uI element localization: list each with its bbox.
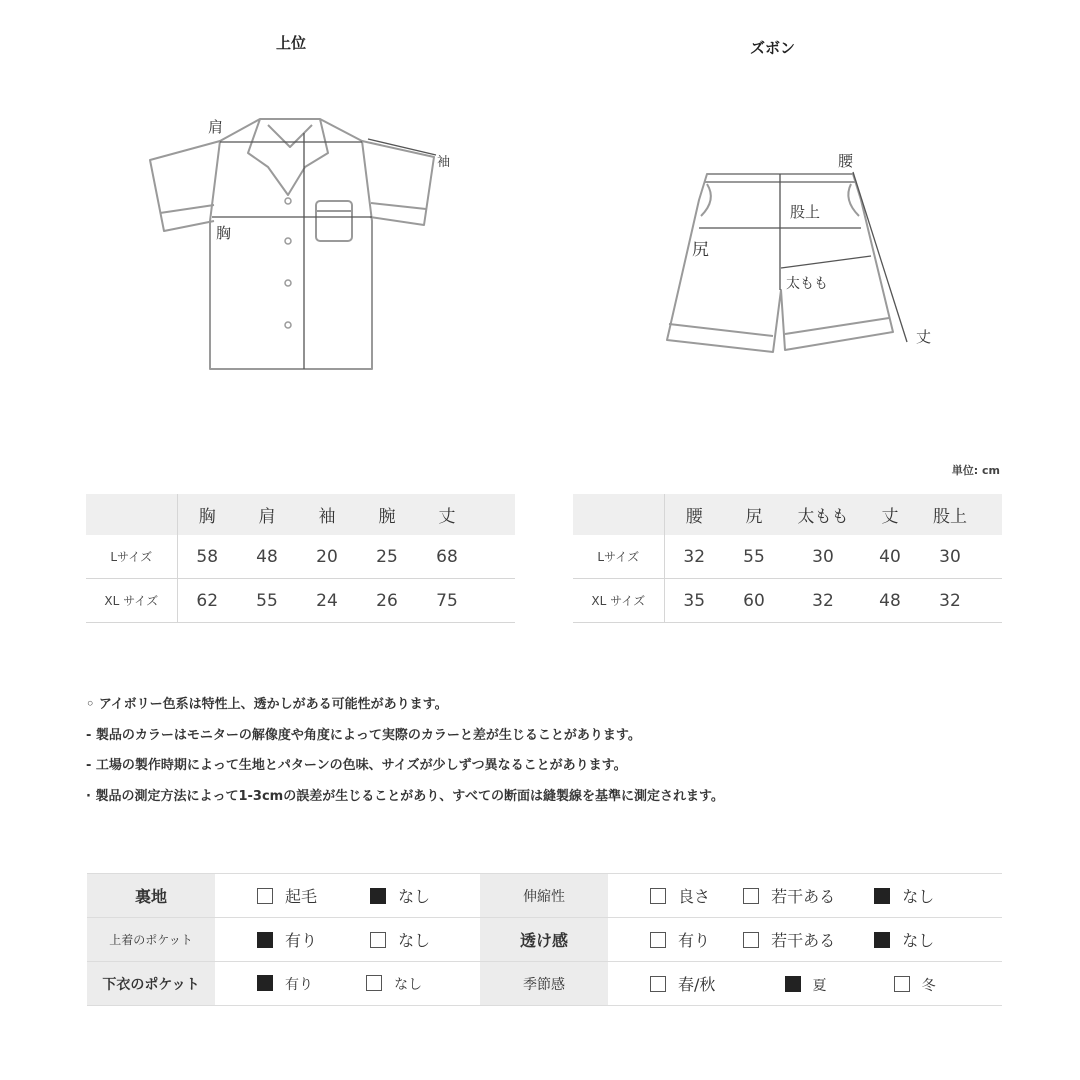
option-yes (257, 974, 313, 994)
spacer (477, 579, 515, 623)
option-raised (257, 884, 317, 907)
attr-options (215, 962, 480, 1006)
chest-label: 胸 (216, 224, 232, 242)
option-label: 良さ (678, 887, 711, 906)
thigh-label: 太もも (786, 276, 828, 292)
attr-label-bottom-pocket: 下衣のポケット (87, 962, 215, 1006)
attr-label-sheer: 透け感 (480, 918, 608, 962)
checkbox (366, 975, 382, 991)
table-corner (573, 494, 664, 535)
table-cell: 58 (177, 535, 237, 579)
table-row (86, 579, 515, 623)
table-cell: 32 (918, 579, 982, 623)
option-yes (257, 928, 317, 951)
table-cell: 60 (724, 579, 784, 623)
option-label: 春/秋 (678, 975, 716, 994)
option-label: 若干ある (771, 887, 836, 906)
checkbox (257, 975, 273, 991)
table-cell: 26 (357, 579, 417, 623)
rise-label: 股上 (790, 203, 821, 221)
checkbox (370, 932, 386, 948)
row-label: Lサイズ (86, 535, 177, 579)
col-header: 肩 (237, 494, 297, 535)
attr-label-top-pocket: 上着のポケット (87, 918, 215, 962)
option-label: 冬 (921, 978, 936, 994)
option-none (370, 884, 430, 907)
attribute-table (87, 873, 1002, 1006)
table-cell: 48 (862, 579, 918, 623)
table-cell: 40 (862, 535, 918, 579)
spacer (982, 535, 1002, 579)
pants-size-table (573, 494, 1002, 623)
option-none (874, 928, 934, 951)
note-line: · 製品の測定方法によって1-3cmの誤差が生じることがあり、すべての断面は縫製線を基準に測定されます。 (86, 788, 724, 804)
option-slight (743, 928, 835, 951)
spacer (477, 494, 515, 535)
col-header: 腰 (664, 494, 724, 535)
checkbox (650, 888, 666, 904)
attr-options (608, 962, 1002, 1006)
attr-label-stretch: 伸縮性 (480, 874, 608, 918)
row-label: XL サイズ (573, 579, 664, 623)
tops-title: 上位 (276, 34, 307, 52)
checkbox (370, 888, 386, 904)
attr-label-season: 季節感 (480, 962, 608, 1006)
option-spring-autumn (650, 972, 715, 995)
table-row (87, 918, 1002, 962)
shoulder-label: 肩 (208, 118, 224, 136)
table-cell: 75 (417, 579, 477, 623)
attr-options (608, 874, 1002, 918)
table-cell: 30 (784, 535, 862, 579)
option-label: なし (394, 976, 423, 993)
table-cell: 32 (664, 535, 724, 579)
row-label: XL サイズ (86, 579, 177, 623)
checkbox (257, 888, 273, 904)
col-header: 股上 (918, 494, 982, 535)
col-header: 太もも (784, 494, 862, 535)
checkbox (785, 976, 801, 992)
attr-label-lining: 裏地 (87, 874, 215, 918)
spacer (982, 579, 1002, 623)
checkbox (743, 888, 759, 904)
pants-diagram (655, 160, 925, 365)
shirt-diagram (140, 105, 450, 380)
table-cell: 55 (724, 535, 784, 579)
sleeve-label: 袖 (437, 155, 451, 170)
option-label: 若干ある (771, 931, 836, 950)
col-header: 腕 (357, 494, 417, 535)
col-header: 丈 (862, 494, 918, 535)
option-label: 夏 (812, 978, 827, 994)
option-label: なし (398, 931, 431, 950)
option-label: なし (902, 887, 935, 906)
col-header: 丈 (417, 494, 477, 535)
top-size-table (86, 494, 515, 623)
hip-label: 尻 (692, 240, 709, 260)
option-label: なし (398, 887, 431, 906)
table-row (87, 962, 1002, 1006)
checkbox (650, 976, 666, 992)
option-label: 有り (285, 976, 313, 993)
spacer (477, 535, 515, 579)
attr-options (215, 918, 480, 962)
col-header: 袖 (297, 494, 357, 535)
table-cell: 55 (237, 579, 297, 623)
unit-label: 単位: cm (951, 464, 1000, 477)
option-summer (785, 975, 827, 995)
table-row (87, 874, 1002, 918)
table-cell: 32 (784, 579, 862, 623)
col-header: 胸 (177, 494, 237, 535)
spacer (982, 494, 1002, 535)
attr-options (608, 918, 1002, 962)
option-winter (894, 975, 936, 995)
option-yes (650, 928, 710, 951)
checkbox (894, 976, 910, 992)
option-good (650, 884, 710, 907)
waist-label: 腰 (838, 152, 854, 170)
row-label: Lサイズ (573, 535, 664, 579)
table-cell: 35 (664, 579, 724, 623)
note-line: ◦ アイボリー色系は特性上、透かしがある可能性があります。 (86, 697, 448, 712)
table-row (573, 535, 1002, 579)
checkbox (650, 932, 666, 948)
table-cell: 48 (237, 535, 297, 579)
col-header: 尻 (724, 494, 784, 535)
option-none (874, 884, 934, 907)
checkbox (874, 932, 890, 948)
note-line: - 製品のカラーはモニターの解像度や角度によって実際のカラーと差が生じることがあります。 (86, 727, 641, 743)
option-none (370, 928, 430, 951)
attr-options (215, 874, 480, 918)
table-cell: 62 (177, 579, 237, 623)
option-none (366, 974, 422, 994)
note-line: - 工場の製作時期によって生地とパターンの色味、サイズが少しずつ異なることがあります。 (86, 758, 627, 773)
table-cell: 25 (357, 535, 417, 579)
table-cell: 24 (297, 579, 357, 623)
table-corner (86, 494, 177, 535)
table-row (86, 535, 515, 579)
table-cell: 30 (918, 535, 982, 579)
length-label: 丈 (916, 328, 932, 346)
checkbox (257, 932, 273, 948)
option-label: 起毛 (285, 887, 318, 906)
table-cell: 68 (417, 535, 477, 579)
checkbox (874, 888, 890, 904)
option-label: なし (902, 931, 935, 950)
notes (86, 690, 724, 812)
option-label: 有り (678, 931, 711, 950)
table-row (573, 579, 1002, 623)
table-cell: 20 (297, 535, 357, 579)
pants-title: ズボン (750, 39, 796, 57)
checkbox (743, 932, 759, 948)
option-label: 有り (285, 931, 318, 950)
option-slight (743, 884, 835, 907)
